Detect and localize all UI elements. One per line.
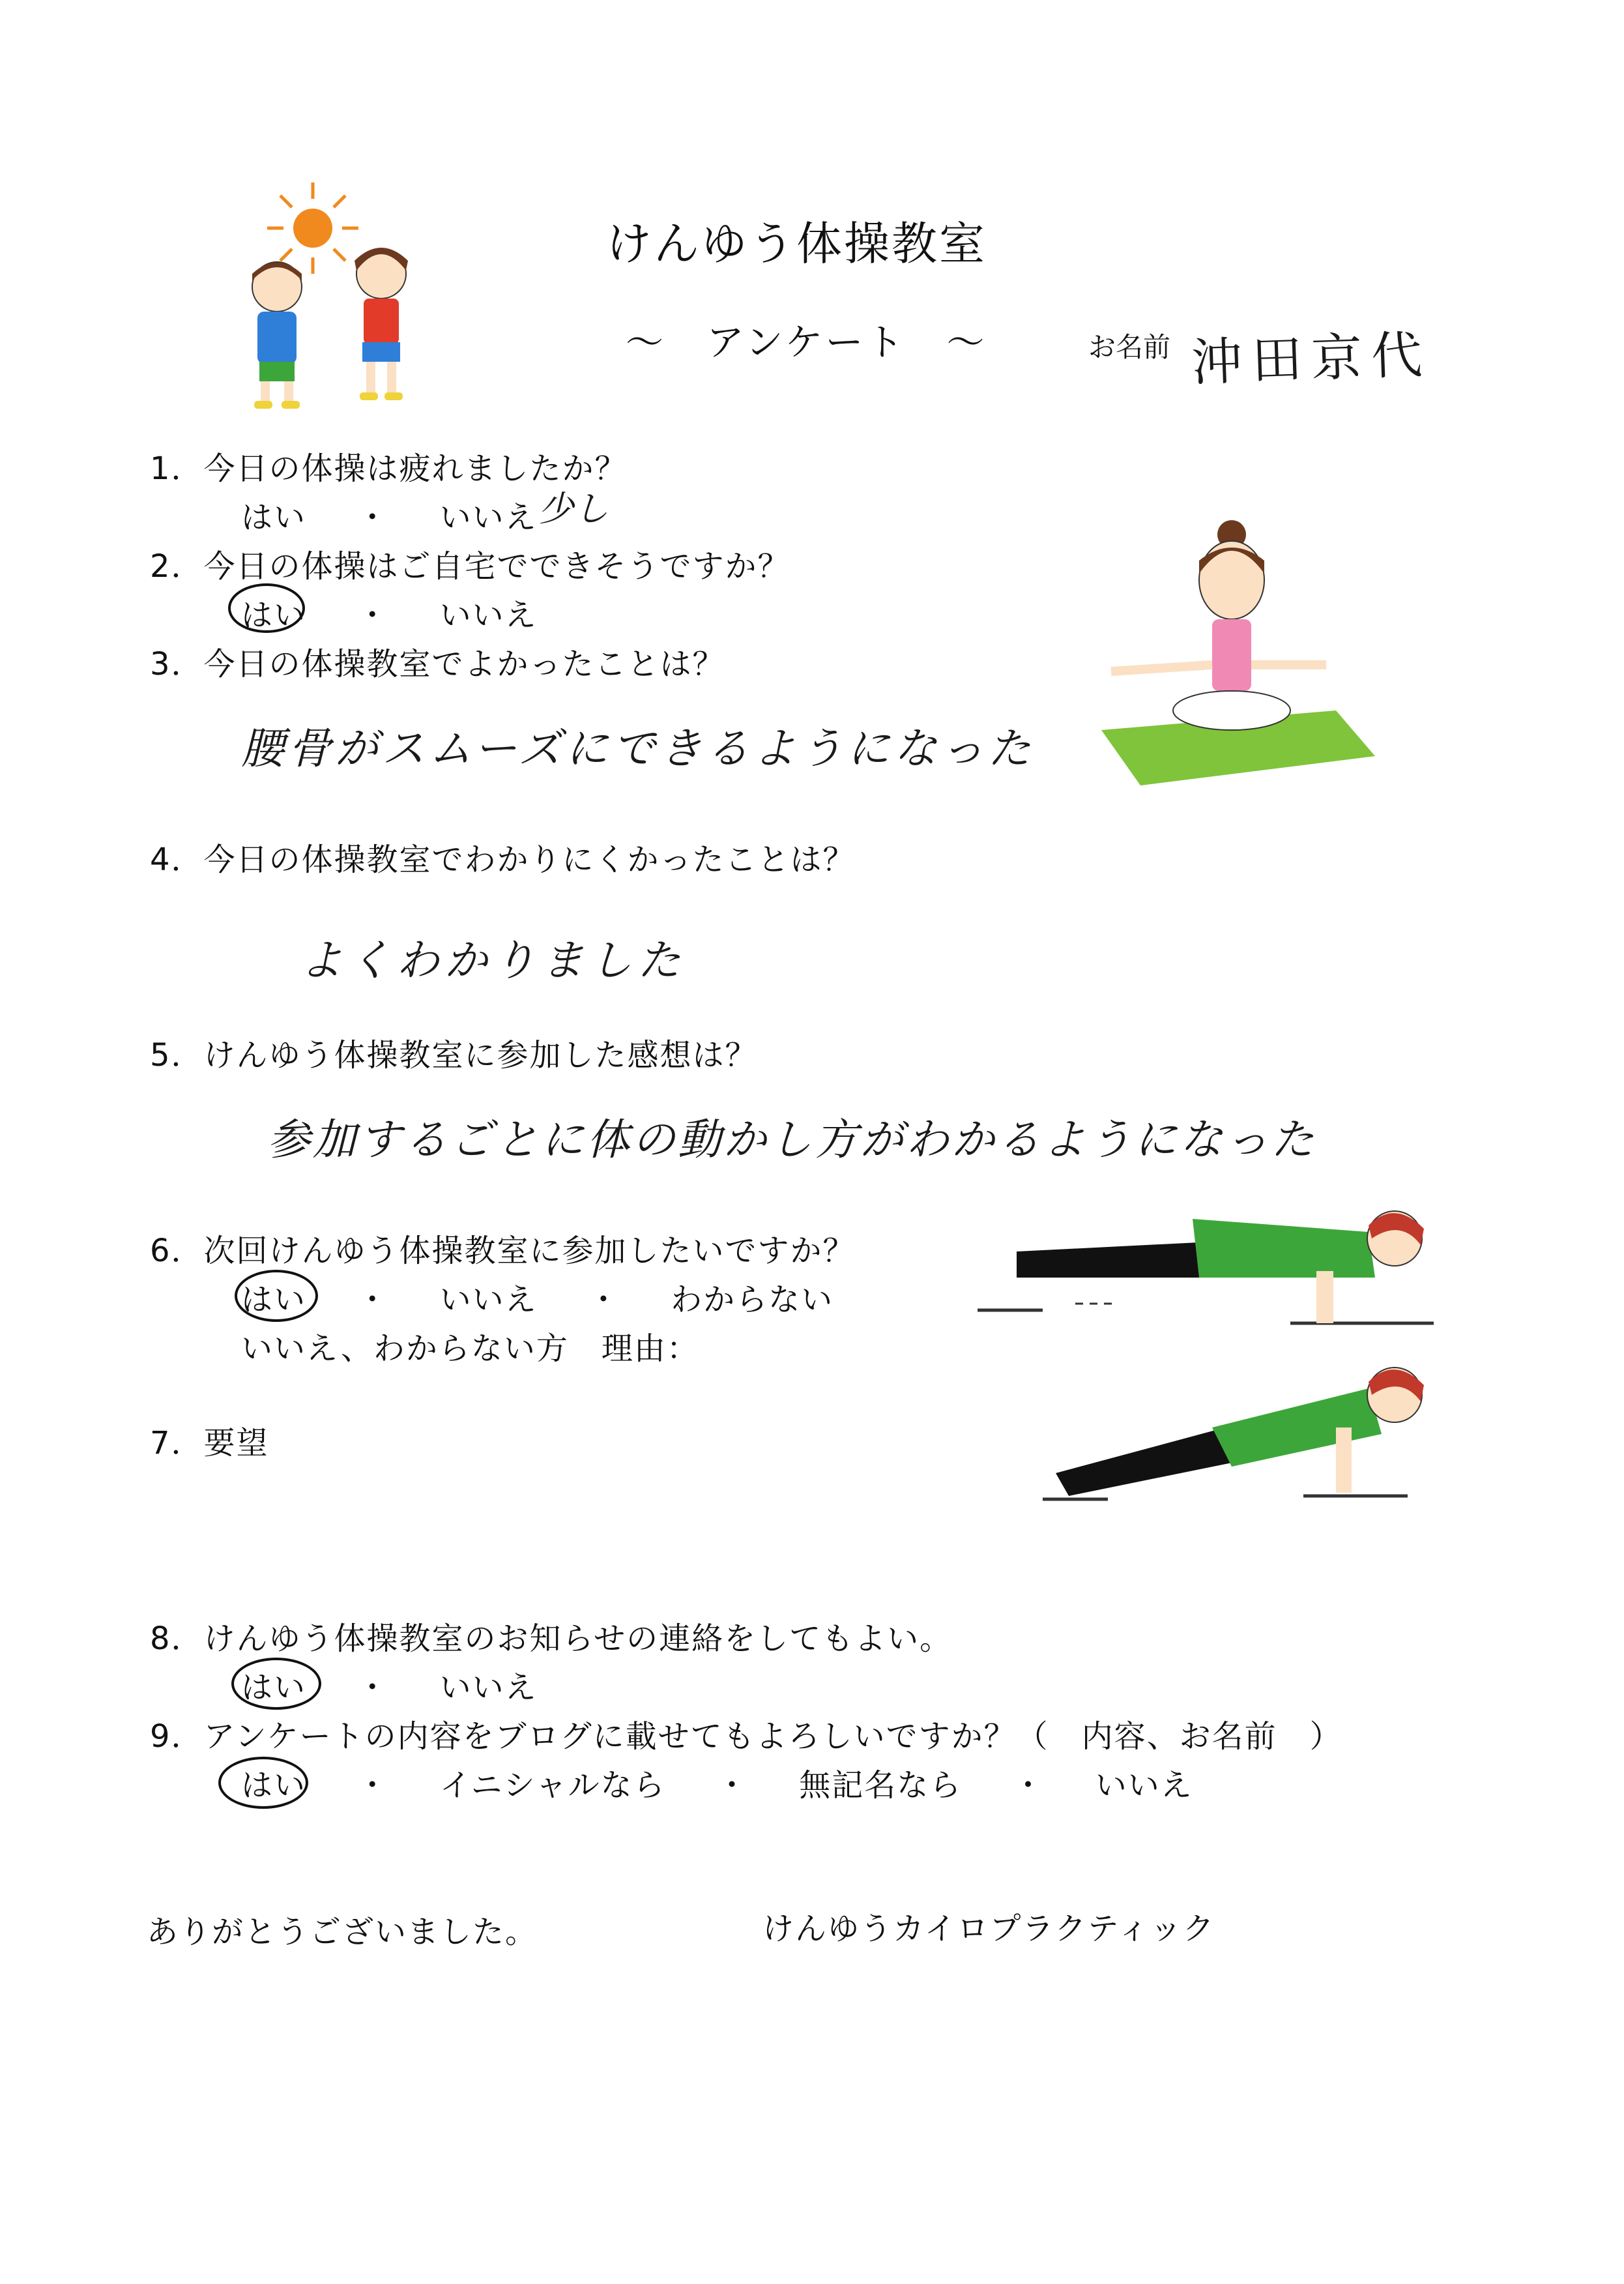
q9-option-no[interactable]: いいえ [1095,1767,1193,1804]
q9-option-initials[interactable]: イニシャルなら [439,1767,666,1804]
name-handwritten: 沖田京代 [1190,325,1432,393]
pushup-man-illustration-2 [1030,1356,1434,1512]
q5-handwritten-answer: 参加するごとに体の動かし方がわかるようになった [267,1115,1316,1165]
q2-option-yes[interactable]: はい [241,597,307,634]
question-7: 7．要望 [150,1425,269,1461]
footer-company: けんゆうカイロプラクティック [762,1911,1215,1947]
q1-option-yes[interactable]: はい [241,499,307,536]
q9-options [241,1760,1193,1805]
q9-option-anonymous[interactable]: 無記名なら [799,1767,963,1804]
question-6: 6．次回けんゆう体操教室に参加したいですか？ [150,1233,856,1269]
q2-option-no[interactable]: いいえ [439,597,538,634]
q1-separator: ・ [356,499,390,536]
question-8: 8．けんゆう体操教室のお知らせの連絡をしてもよい。 [150,1620,953,1657]
q3-handwritten-answer: 腰骨がスムーズにできるようになった [241,724,1035,774]
q2-circle-mark [228,583,305,633]
q6-options [241,1274,834,1319]
q8-circle-mark [231,1658,321,1710]
footer-thanks: ありがとうございました。 [147,1914,538,1950]
page-subtitle: ～ アンケート ～ [626,320,987,364]
yoga-girl-illustration [1101,515,1395,802]
q4-handwritten-answer: よくわかりました [300,935,686,986]
q8-separator: ・ [356,1669,390,1706]
q8-option-yes[interactable]: はい [241,1669,307,1706]
q9-circle-mark [218,1757,308,1809]
q9-separator-2: ・ [716,1767,749,1804]
q6-reason-label: いいえ、わからない方 理由： [241,1330,699,1367]
q9-option-yes[interactable]: はい [241,1767,307,1804]
q6-separator-1: ・ [356,1281,390,1318]
q2-separator: ・ [356,597,390,634]
q1-option-no[interactable]: いいえ [439,499,538,536]
q6-option-no[interactable]: いいえ [439,1281,538,1318]
pushup-man-illustration-1 [978,1199,1447,1343]
name-label: お名前 [1088,331,1171,363]
q1-options [241,492,538,537]
q6-circle-mark [235,1270,318,1322]
question-1: 1．今日の体操は疲れましたか？ [150,450,628,487]
q9-separator-1: ・ [356,1767,390,1804]
kids-sun-illustration [215,176,450,411]
question-5: 5．けんゆう体操教室に参加した感想は？ [150,1037,758,1074]
q6-option-unsure[interactable]: わからない [671,1281,834,1318]
page-title: けんゆう体操教室 [606,217,987,271]
girl-figure-icon [332,241,430,404]
q6-option-yes[interactable]: はい [241,1281,307,1318]
q9-separator-3: ・ [1012,1767,1045,1804]
question-2: 2．今日の体操はご自宅でできそうですか？ [150,548,790,585]
question-9: 9．アンケートの内容をブログに載せてもよろしいですか？（ 内容、お名前 ） [150,1718,1342,1755]
question-4: 4．今日の体操教室でわかりにくかったことは？ [150,842,856,878]
q6-separator-2: ・ [587,1281,620,1318]
q8-option-no[interactable]: いいえ [439,1669,538,1706]
q1-handwritten-answer: 少し [538,488,609,529]
question-3: 3．今日の体操教室でよかったことは？ [150,646,725,682]
boy-figure-icon [228,254,326,411]
